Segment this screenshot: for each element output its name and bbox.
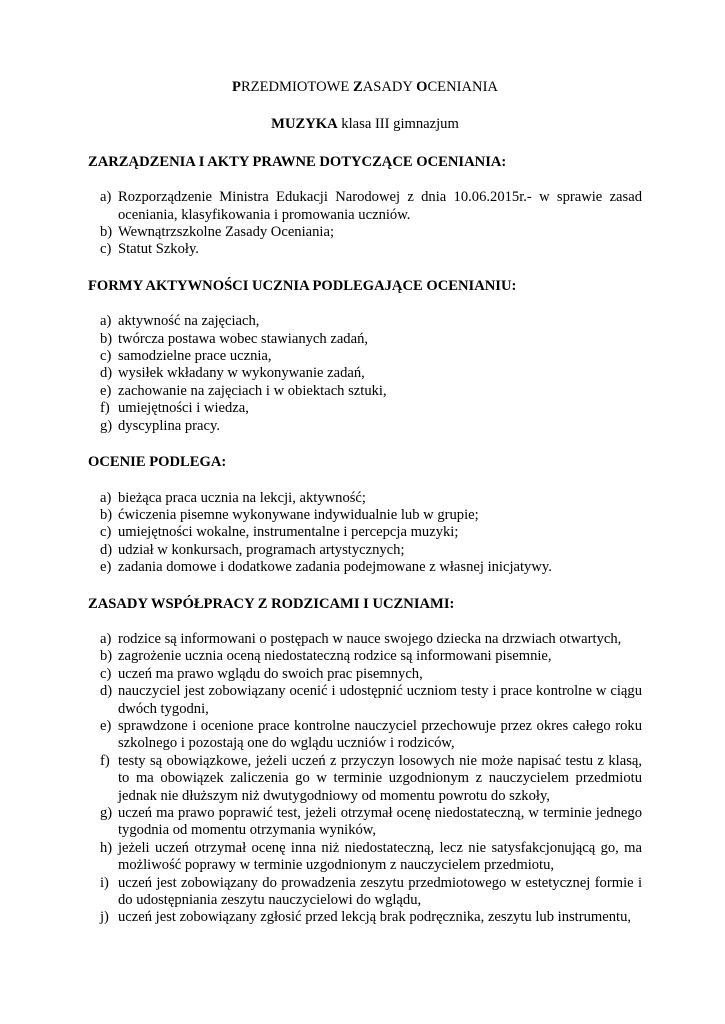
document-page (88, 79, 642, 946)
list-marker: a) (100, 630, 112, 647)
list-item (88, 383, 642, 400)
list-item (88, 753, 642, 805)
list-item (88, 241, 642, 258)
list-item (88, 683, 642, 718)
list-marker: g) (100, 417, 113, 434)
document-title: PRZEDMIOTOWE ZASADY OCENIANIA (232, 79, 498, 95)
list-item (88, 524, 642, 541)
list-item (88, 490, 642, 507)
section-heading: FORMY AKTYWNOŚCI UCZNIA PODLEGAJĄCE OCENIANIU: (88, 277, 517, 294)
list-item (88, 909, 642, 926)
list-item-text: zadania domowe i dodatkowe zadania podejmowane z własnej inicjatywy. (118, 559, 552, 576)
list-item-text: twórcza postawa wobec stawianych zadań, (118, 330, 369, 347)
list-marker: a) (100, 313, 112, 330)
list-item (88, 875, 642, 910)
section (88, 278, 642, 435)
list-item (88, 718, 642, 753)
list-item-text: aktywność na zajęciach, (118, 313, 260, 330)
list-item (88, 507, 642, 524)
list-item (88, 542, 642, 559)
list-marker: e) (100, 717, 112, 734)
list-item-text: rodzice są informowani o postępach w nauce swojego dziecka na drzwiach otwartych, (118, 630, 622, 647)
list-marker: f) (100, 400, 110, 417)
section-list (88, 189, 642, 259)
list-item-text: jeżeli uczeń otrzymał ocenę inna niż niedostateczną, lecz nie satysfakcjonującą go, ma możliwość poprawy w terminie uzgodnionym z nauczycielem przedmiotu, (118, 839, 642, 874)
list-item (88, 400, 642, 417)
list-item (88, 331, 642, 348)
section-list (88, 490, 642, 577)
sections (88, 154, 642, 927)
list-item-text: Statut Szkoły. (118, 241, 199, 258)
list-marker: f) (100, 752, 110, 769)
list-item-text: testy są obowiązkowe, jeżeli uczeń z przyczyn losowych nie może napisać testu z klasą, to ma obowiązek zaliczenia go w terminie uzgodnionym z nauczycielem przedmiotu jednak nie dłuższym niż dwutygodniowy od momentu powrotu do szkoły, (118, 752, 642, 804)
list-item (88, 224, 642, 241)
list-item (88, 365, 642, 382)
list-item-text: samodzielne prace ucznia, (118, 348, 272, 365)
list-marker: c) (100, 524, 112, 541)
list-marker: c) (100, 348, 112, 365)
list-marker: j) (100, 909, 109, 926)
list-item-text: uczeń ma prawo wglądu do swoich prac pisemnych, (118, 665, 423, 682)
list-item-text: uczeń ma prawo poprawić test, jeżeli otrzymał ocenę niedostateczną, w terminie jednego tygodnia od momentu otrzymania wyników, (118, 805, 642, 839)
list-item-text: Wewnątrzszkolne Zasady Oceniania; (118, 224, 335, 241)
section-heading: ZARZĄDZENIA I AKTY PRAWNE DOTYCZĄCE OCENIANIA: (88, 153, 507, 170)
section (88, 596, 642, 927)
list-marker: b) (100, 506, 113, 523)
document-subtitle (88, 116, 642, 133)
list-item (88, 631, 642, 648)
list-marker: d) (100, 541, 113, 558)
section-heading: OCENIE PODLEGA: (88, 454, 227, 471)
list-item-text: umiejętności i wiedza, (118, 400, 249, 417)
list-item-text: nauczyciel jest zobowiązany ocenić i udostępnić uczniom testy i prace kontrolne w ciągu dwóch tygodni, (118, 683, 642, 717)
list-item-text: zagrożenie ucznia oceną niedostateczną rodzice są informowani pisemnie, (118, 648, 552, 665)
section-heading: ZASADY WSPÓŁPRACY Z RODZICAMI I UCZNIAMI: (88, 595, 455, 612)
list-item (88, 840, 642, 875)
list-marker: e) (100, 559, 112, 576)
list-marker: g) (100, 805, 113, 821)
list-item-text: Rozporządzenie Ministra Edukacji Narodowej z dnia 10.06.2015r.- w sprawie zasad oceniania, klasyfikowania i promowania uczniów. (118, 189, 642, 223)
list-item (88, 348, 642, 365)
list-item (88, 189, 642, 224)
list-item-text: zachowanie na zajęciach i w obiektach sztuki, (118, 382, 387, 399)
list-marker: c) (100, 241, 112, 258)
list-item-text: wysiłek wkładany w wykonywanie zadań, (118, 365, 365, 382)
list-item (88, 418, 642, 435)
list-marker: a) (100, 189, 112, 206)
list-item (88, 313, 642, 330)
class-name: klasa III gimnazjum (337, 116, 459, 133)
list-item-text: udział w konkursach, programach artystycznych; (118, 541, 405, 558)
list-item (88, 559, 642, 576)
list-marker: a) (100, 489, 112, 506)
list-marker: b) (100, 224, 113, 241)
subject-name: MUZYKA (271, 116, 338, 133)
section-list (88, 631, 642, 927)
list-marker: b) (100, 648, 113, 665)
list-item-text: dyscyplina pracy. (118, 417, 220, 434)
list-item-text: bieżąca praca ucznia na lekcji, aktywność; (118, 489, 366, 506)
list-item-text: uczeń jest zobowiązany zgłosić przed lekcją brak podręcznika, zeszytu lub instrumentu, (118, 909, 632, 926)
list-item (88, 666, 642, 683)
list-item-text: ćwiczenia pisemne wykonywane indywidualnie lub w grupie; (118, 506, 479, 523)
list-item (88, 648, 642, 665)
list-item-text: sprawdzone i ocenione prace kontrolne nauczyciel przechowuje przez okres całego roku szkolnego i pozostają one do wglądu uczniów i rodziców, (118, 717, 642, 752)
section-list (88, 313, 642, 435)
list-item-text: uczeń jest zobowiązany do prowadzenia zeszytu przedmiotowego w estetycznej formie i do udostępniania zeszytu nauczycielowi do wglądu, (118, 874, 642, 909)
list-marker: b) (100, 330, 113, 347)
section (88, 154, 642, 259)
list-item (88, 805, 642, 840)
list-marker: i) (100, 874, 109, 891)
list-item-text: umiejętności wokalne, instrumentalne i percepcja muzyki; (118, 524, 459, 541)
list-marker: d) (100, 683, 113, 700)
list-marker: h) (100, 839, 113, 856)
list-marker: e) (100, 382, 112, 399)
list-marker: c) (100, 665, 112, 682)
section (88, 454, 642, 576)
list-marker: d) (100, 365, 113, 382)
